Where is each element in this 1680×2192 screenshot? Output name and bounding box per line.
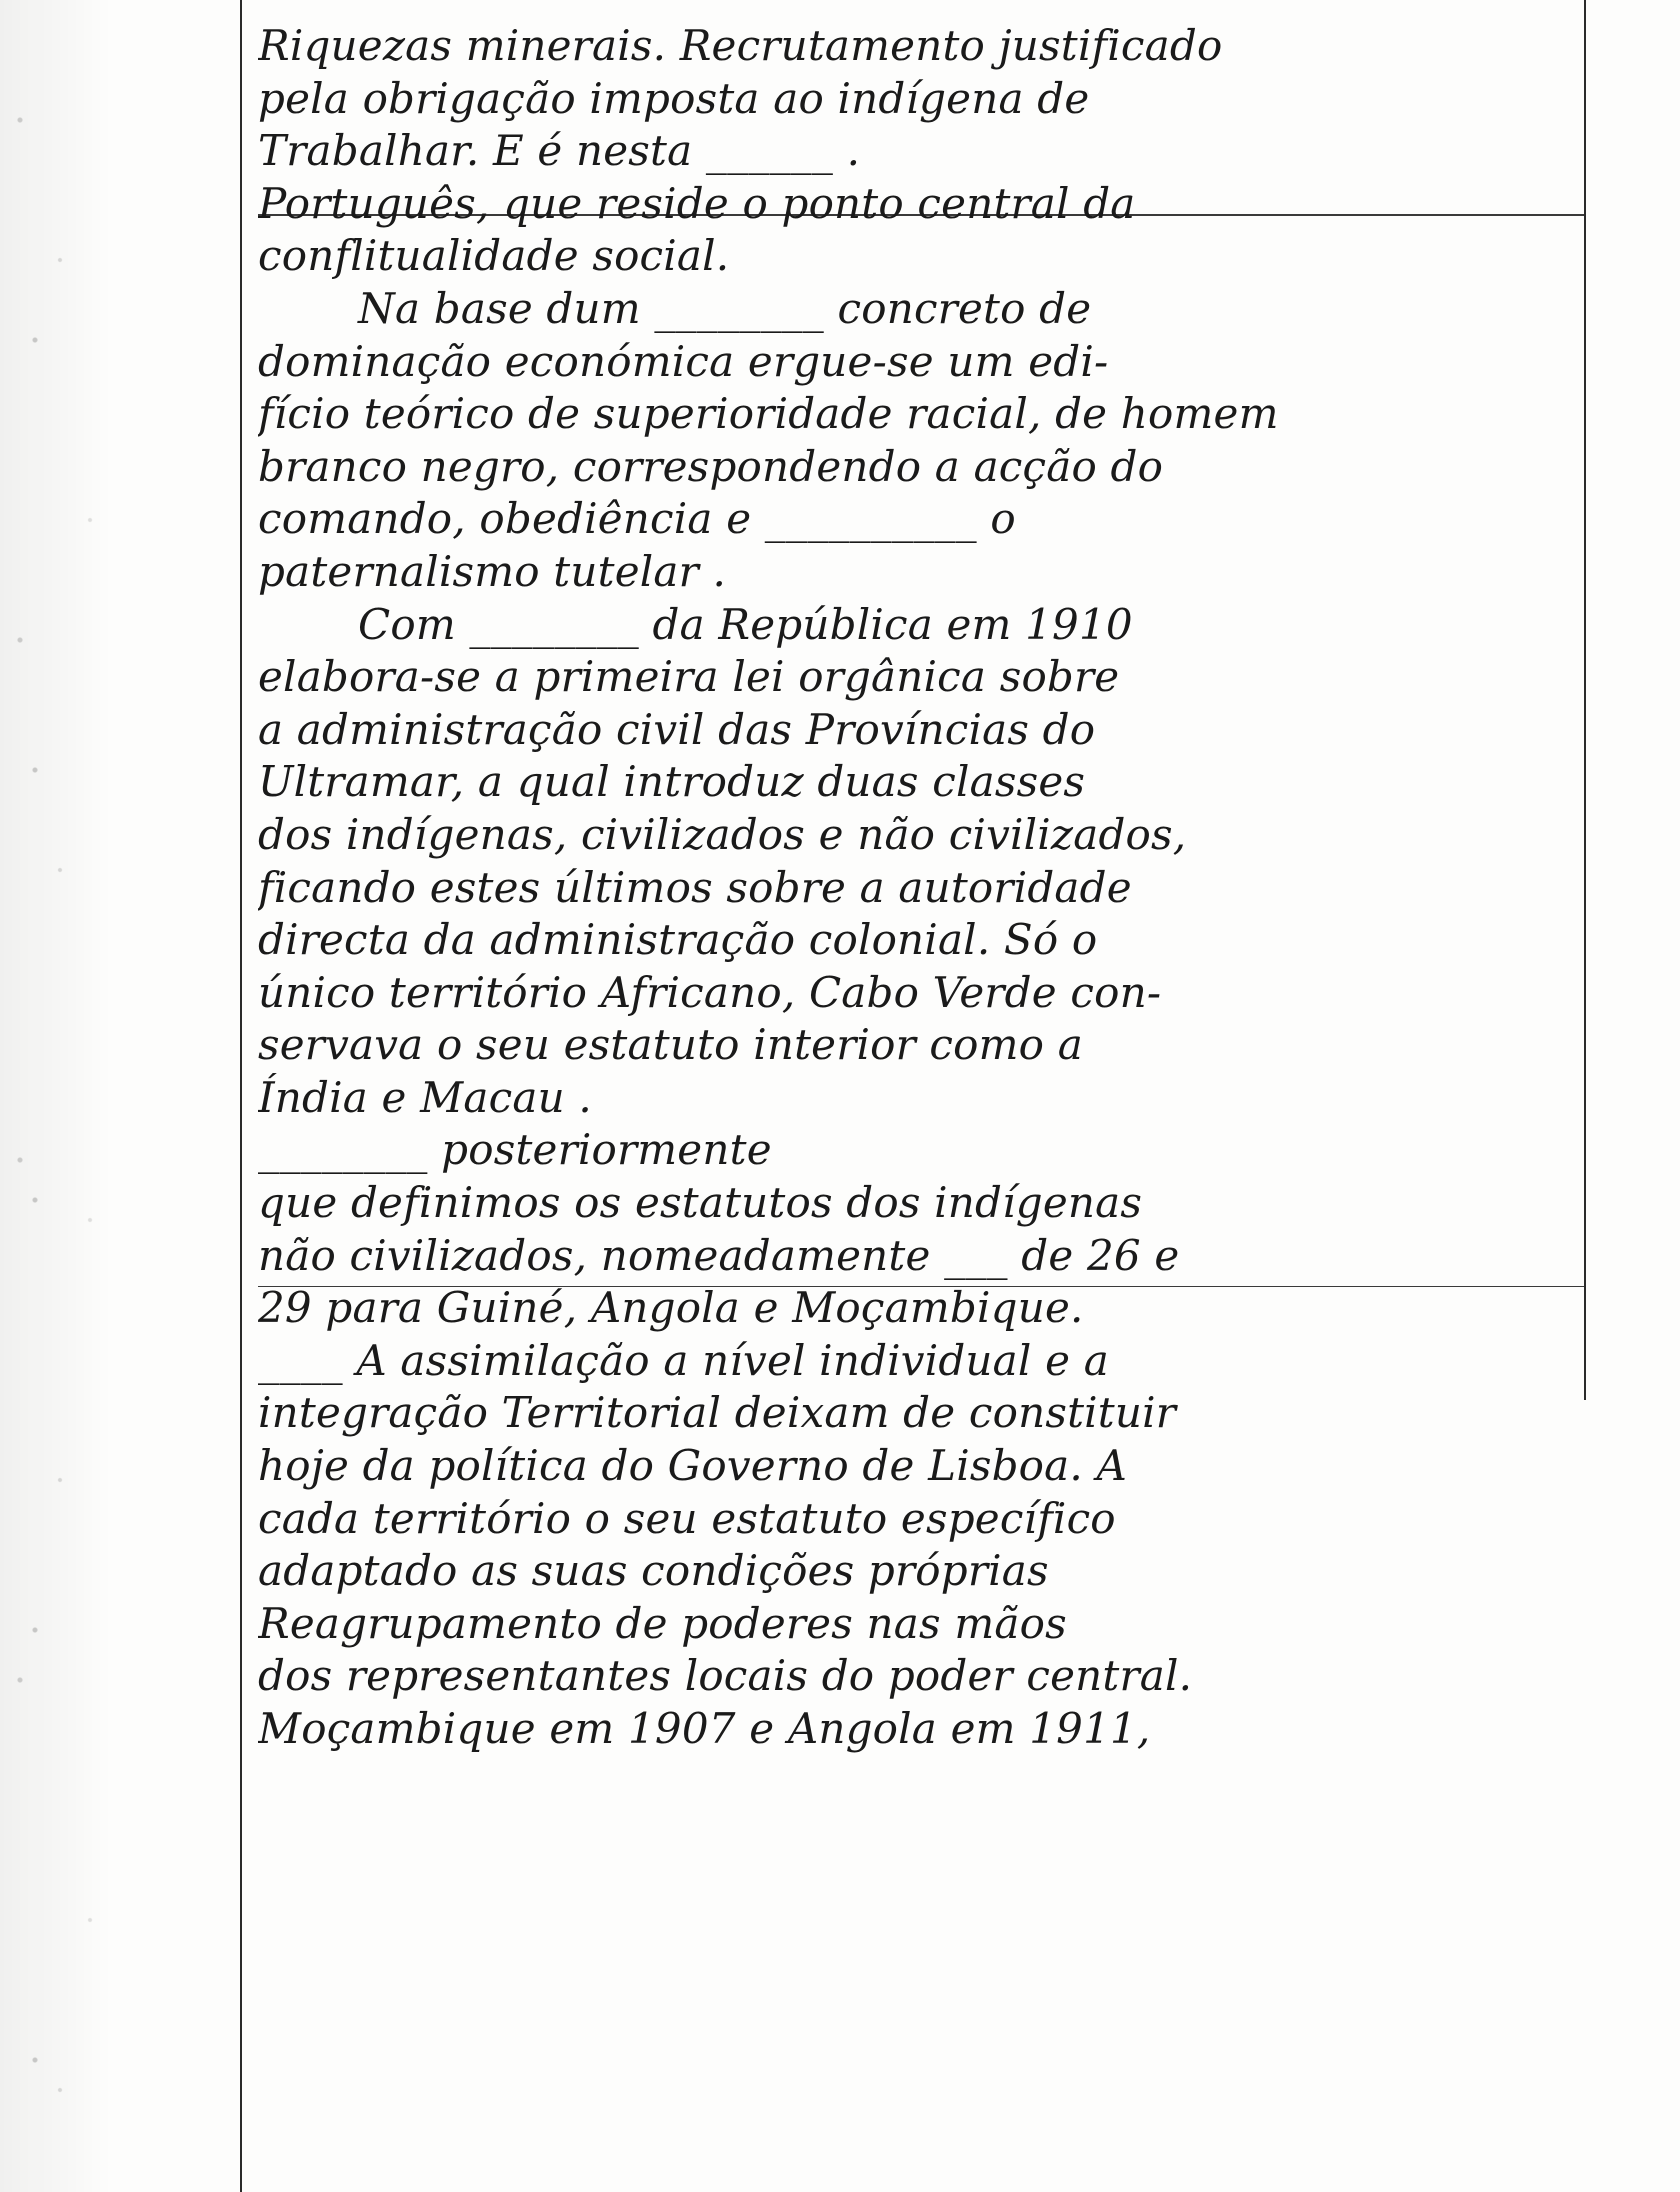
text-line: dos indígenas, civilizados e não civilizados, xyxy=(258,809,1187,859)
text-line: Trabalhar. E é nesta ______ . xyxy=(258,126,861,176)
text-line: Reagrupamento de poderes nas mãos xyxy=(258,1598,1067,1648)
text-line: cada território o seu estatuto específico xyxy=(258,1493,1116,1543)
text-line: Com ________ da República em 1910 xyxy=(358,599,1133,649)
left-margin-line xyxy=(240,0,242,2192)
text-line: directa da administração colonial. Só o xyxy=(258,915,1098,965)
text-line: paternalismo tutelar . xyxy=(258,546,727,596)
text-line: pela obrigação imposta ao indígena de xyxy=(258,73,1090,123)
text-line: integração Territorial deixam de constituir xyxy=(258,1388,1177,1438)
text-line: comando, obediência e __________ o xyxy=(258,494,1016,544)
text-line: dos representantes locais do poder central. xyxy=(258,1651,1193,1701)
text-line: não civilizados, nomeadamente ___ de 26 e xyxy=(258,1230,1180,1280)
text-line: branco negro, correspondendo a acção do xyxy=(258,441,1164,491)
text-line: conflitualidade social. xyxy=(258,231,730,281)
text-line: que definimos os estatutos dos indígenas xyxy=(258,1178,1143,1228)
text-line: Português, que reside o ponto central da xyxy=(258,178,1136,228)
text-line: fício teórico de superioridade racial, de homem xyxy=(258,389,1279,439)
manuscript-text xyxy=(258,20,1578,1756)
text-line: 29 para Guiné, Angola e Moçambique. xyxy=(258,1283,1084,1333)
text-line: Moçambique em 1907 e Angola em 1911, xyxy=(258,1704,1151,1753)
text-line: adaptado as suas condições próprias xyxy=(258,1546,1049,1596)
text-line: ____ A assimilação a nível individual e a xyxy=(258,1335,1109,1385)
text-line: hoje da política do Governo de Lisboa. A xyxy=(258,1441,1128,1491)
text-line: Na base dum ________ concreto de xyxy=(358,283,1092,333)
text-line: único território Africano, Cabo Verde con- xyxy=(258,967,1162,1017)
right-margin-line xyxy=(1584,0,1586,1400)
text-line: Índia e Macau . xyxy=(258,1072,592,1122)
text-line: elabora-se a primeira lei orgânica sobre xyxy=(258,652,1120,702)
text-line: Riquezas minerais. Recrutamento justificado xyxy=(258,21,1223,70)
text-line: ficando estes últimos sobre a autoridade xyxy=(258,862,1132,912)
text-line: a administração civil das Províncias do xyxy=(258,704,1096,754)
text-line: Ultramar, a qual introduz duas classes xyxy=(258,757,1086,807)
text-line: servava o seu estatuto interior como a xyxy=(258,1020,1083,1070)
text-line: ________ posteriormente xyxy=(258,1125,772,1175)
scan-noise xyxy=(0,0,200,2192)
text-line: dominação económica ergue-se um edi- xyxy=(258,336,1109,386)
